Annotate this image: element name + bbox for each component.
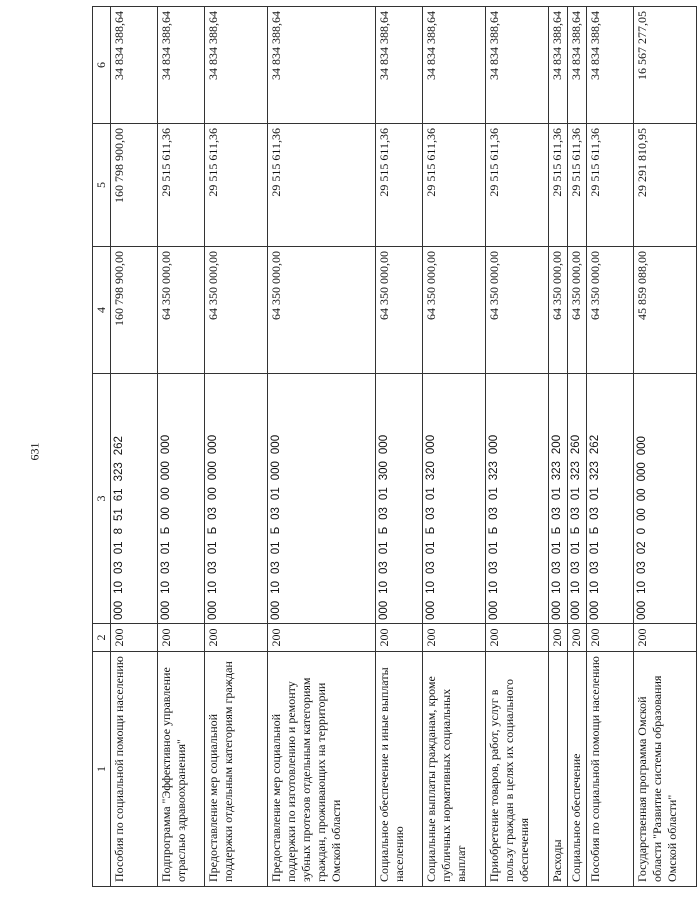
row-column-2: 200 (634, 624, 697, 652)
code-part: 01 (488, 541, 500, 555)
code-part: 03 (551, 507, 563, 520)
code-part: 10 (207, 581, 219, 594)
table-row (486, 7, 549, 887)
row-column-5: 29 291 810,95 (634, 124, 697, 247)
row-column-5: 29 515 611,36 (549, 124, 568, 247)
code-part: 000 (270, 600, 282, 620)
code-part: Б (488, 526, 500, 535)
row-code (111, 374, 158, 624)
row-column-6: 34 834 388,64 (111, 7, 158, 124)
row-column-4: 64 350 000,00 (549, 247, 568, 374)
code-part: 01 (589, 487, 601, 501)
table-row (158, 7, 205, 887)
row-name: Подпрограмма "Эффективное управление отраслью здравоохранения" (158, 652, 205, 887)
row-column-6: 34 834 388,64 (486, 7, 549, 124)
table-row (587, 7, 634, 887)
row-column-5: 29 515 611,36 (568, 124, 587, 247)
table-row (423, 7, 486, 887)
rotated-page (92, 7, 679, 887)
column-header: 6 (93, 7, 111, 124)
code-part: 000 (270, 434, 282, 455)
code-part: 10 (270, 581, 282, 594)
row-column-6: 16 567 277,05 (634, 7, 697, 124)
page-number: 631 (27, 442, 42, 461)
row-column-5: 29 515 611,36 (423, 124, 486, 247)
code-part: 000 (207, 434, 219, 455)
row-column-4: 64 350 000,00 (205, 247, 268, 374)
code-part: 61 (113, 488, 125, 502)
code-part: 51 (113, 508, 125, 522)
table-row (634, 7, 697, 887)
row-column-5: 29 515 611,36 (587, 124, 634, 247)
row-column-6: 34 834 388,64 (568, 7, 587, 124)
code-part: 01 (378, 541, 390, 555)
code-part: 262 (113, 436, 125, 456)
column-header: 1 (93, 652, 111, 887)
code-part: 10 (425, 581, 437, 594)
code-part: 03 (589, 561, 601, 575)
code-part: Б (270, 526, 282, 535)
code-part: 000 (425, 434, 437, 455)
code-part: 000 (636, 600, 648, 620)
row-column-2: 200 (158, 624, 205, 652)
code-part: 02 (636, 541, 648, 555)
table-row (376, 7, 423, 887)
code-part: 03 (270, 507, 282, 520)
row-column-4: 64 350 000,00 (486, 247, 549, 374)
code-part: 323 (551, 461, 563, 481)
code-part: Б (589, 526, 601, 535)
column-header: 4 (93, 247, 111, 374)
code-part: 03 (425, 561, 437, 575)
row-column-2: 200 (376, 624, 423, 652)
row-column-6: 34 834 388,64 (587, 7, 634, 124)
code-part: Б (570, 526, 582, 535)
code-part: 000 (160, 434, 172, 455)
code-part: 01 (160, 541, 172, 555)
row-column-2: 200 (486, 624, 549, 652)
code-part: 01 (425, 541, 437, 555)
row-column-6: 34 834 388,64 (376, 7, 423, 124)
row-column-6: 34 834 388,64 (205, 7, 268, 124)
budget-table (92, 6, 697, 887)
code-part: Б (207, 526, 219, 535)
row-name: Социальные выплаты гражданам, кроме публичных нормативных социальных выплат (423, 652, 486, 887)
row-column-4: 64 350 000,00 (587, 247, 634, 374)
column-header: 5 (93, 124, 111, 247)
code-part: 000 (160, 461, 172, 481)
row-column-2: 200 (549, 624, 568, 652)
row-name: Расходы (549, 652, 568, 887)
code-part: 03 (636, 561, 648, 575)
row-name: Пособия по социальной помощи населению (111, 652, 158, 887)
row-name: Государственная программа Омской области "Развитие системы образования Омской области" (634, 652, 697, 887)
code-part: 10 (551, 581, 563, 594)
code-part: 01 (570, 487, 582, 501)
code-part: 000 (425, 600, 437, 620)
code-part: Б (551, 526, 563, 535)
code-part: 01 (551, 541, 563, 555)
row-column-5: 29 515 611,36 (158, 124, 205, 247)
row-name: Предоставление мер социальной поддержки по изготовлению и ремонту зубных протезов отдельным категориям граждан, проживающих на территории Омской области (268, 652, 376, 887)
row-column-5: 29 515 611,36 (205, 124, 268, 247)
code-part: 03 (207, 561, 219, 575)
code-part: 03 (160, 561, 172, 575)
code-part: 03 (270, 561, 282, 575)
code-part: 01 (488, 487, 500, 501)
row-code (205, 374, 268, 624)
row-code (158, 374, 205, 624)
row-name: Предоставление мер социальной поддержки отдельным категориям граждан (205, 652, 268, 887)
row-column-4: 64 350 000,00 (158, 247, 205, 374)
code-part: Б (425, 526, 437, 535)
code-part: 000 (488, 600, 500, 620)
code-part: 000 (589, 600, 601, 620)
code-part: 00 (207, 487, 219, 501)
code-part: 03 (113, 561, 125, 575)
row-column-2: 200 (205, 624, 268, 652)
code-part: 01 (378, 487, 390, 501)
code-part: 000 (207, 461, 219, 481)
code-part: 000 (636, 436, 648, 456)
code-part: 03 (207, 507, 219, 520)
code-part: 000 (551, 600, 563, 620)
code-part: 000 (270, 461, 282, 481)
row-column-6: 34 834 388,64 (158, 7, 205, 124)
row-name: Пособия по социальной помощи населению (587, 652, 634, 887)
table-row (268, 7, 376, 887)
code-part: 00 (636, 508, 648, 522)
code-part: 03 (551, 561, 563, 575)
row-column-5: 160 798 900,00 (111, 124, 158, 247)
row-column-2: 200 (111, 624, 158, 652)
code-part: 000 (378, 434, 390, 455)
row-column-4: 64 350 000,00 (268, 247, 376, 374)
code-part: 10 (378, 581, 390, 594)
code-part: 03 (570, 507, 582, 520)
code-part: 262 (589, 434, 601, 455)
row-column-6: 34 834 388,64 (549, 7, 568, 124)
code-part: 01 (270, 487, 282, 501)
row-column-6: 34 834 388,64 (423, 7, 486, 124)
code-part: 01 (207, 541, 219, 555)
row-code (634, 374, 697, 624)
code-part: 03 (488, 507, 500, 520)
row-column-5: 29 515 611,36 (268, 124, 376, 247)
code-part: 01 (113, 541, 125, 555)
code-part: 01 (425, 487, 437, 501)
code-part: 000 (207, 600, 219, 620)
code-part: 01 (270, 541, 282, 555)
code-part: 10 (113, 581, 125, 594)
code-part: 323 (589, 461, 601, 481)
row-column-5: 29 515 611,36 (376, 124, 423, 247)
code-part: Б (160, 526, 172, 535)
code-part: Б (378, 526, 390, 535)
code-part: 200 (551, 434, 563, 455)
code-part: 323 (570, 461, 582, 481)
row-code (587, 374, 634, 624)
row-column-5: 29 515 611,36 (486, 124, 549, 247)
row-column-2: 200 (423, 624, 486, 652)
code-part: 260 (570, 434, 582, 455)
code-part: 320 (425, 461, 437, 481)
row-column-4: 160 798 900,00 (111, 247, 158, 374)
code-part: 01 (589, 541, 601, 555)
row-code (423, 374, 486, 624)
code-part: 01 (551, 487, 563, 501)
row-code (549, 374, 568, 624)
code-part: 03 (589, 507, 601, 520)
row-code (568, 374, 587, 624)
code-part: 000 (570, 600, 582, 620)
header-row (93, 7, 111, 887)
code-part: 10 (160, 581, 172, 594)
row-code (486, 374, 549, 624)
code-part: 323 (113, 462, 125, 482)
code-part: 323 (488, 461, 500, 481)
column-header: 3 (93, 374, 111, 624)
row-column-4: 64 350 000,00 (376, 247, 423, 374)
row-column-2: 200 (268, 624, 376, 652)
row-column-4: 45 859 088,00 (634, 247, 697, 374)
code-part: 03 (425, 507, 437, 520)
row-column-2: 200 (568, 624, 587, 652)
row-column-2: 200 (587, 624, 634, 652)
row-column-4: 64 350 000,00 (423, 247, 486, 374)
row-column-4: 64 350 000,00 (568, 247, 587, 374)
code-part: 300 (378, 461, 390, 481)
code-part: 10 (589, 581, 601, 594)
code-part: 10 (570, 581, 582, 594)
table-row (568, 7, 587, 887)
table-row (205, 7, 268, 887)
code-part: 00 (160, 487, 172, 501)
code-part: 000 (160, 600, 172, 620)
code-part: 03 (488, 561, 500, 575)
code-part: 03 (570, 561, 582, 575)
code-part: 03 (378, 507, 390, 520)
code-part: 10 (636, 581, 648, 594)
code-part: 03 (378, 561, 390, 575)
code-part: 10 (488, 581, 500, 594)
code-part: 00 (160, 507, 172, 520)
code-part: 000 (113, 600, 125, 620)
code-part: 8 (113, 528, 125, 535)
row-name: Социальное обеспечение и иные выплаты населению (376, 652, 423, 887)
code-part: 00 (636, 488, 648, 502)
code-part: 000 (378, 600, 390, 620)
row-code (268, 374, 376, 624)
table-row (549, 7, 568, 887)
row-name: Социальное обеспечение (568, 652, 587, 887)
row-name: Приобретение товаров, работ, услуг в пользу граждан в целях их социального обеспечения (486, 652, 549, 887)
row-code (376, 374, 423, 624)
table-row (111, 7, 158, 887)
column-header: 2 (93, 624, 111, 652)
code-part: 01 (570, 541, 582, 555)
row-column-6: 34 834 388,64 (268, 7, 376, 124)
code-part: 0 (636, 528, 648, 535)
code-part: 000 (636, 462, 648, 482)
code-part: 000 (488, 434, 500, 455)
